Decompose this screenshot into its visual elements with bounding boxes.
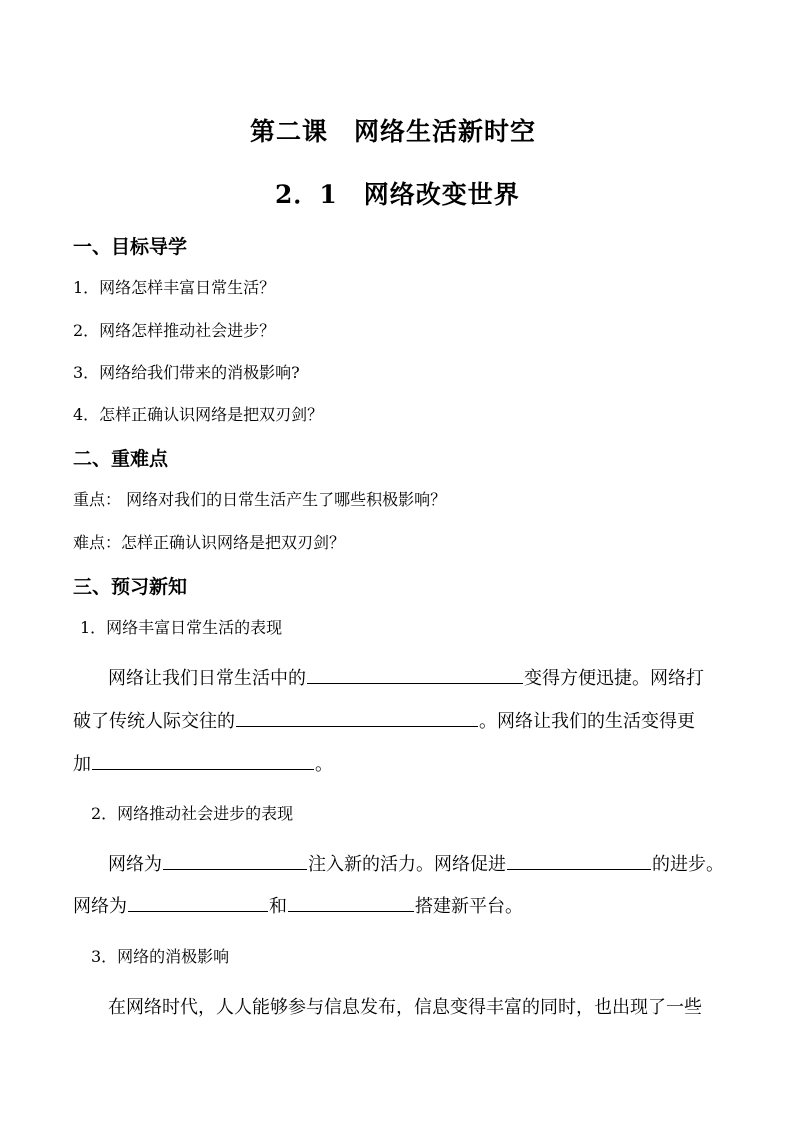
paragraph-line — [108, 850, 724, 876]
fill-blank[interactable] — [92, 750, 314, 770]
paragraph-line — [73, 892, 523, 918]
difficult-point: 难点：怎样正确认识网络是把双刃剑？ — [73, 533, 346, 552]
subheading-daily-life: 1．网络丰富日常生活的表现 — [80, 618, 283, 637]
section-title: 2．1 网络改变世界 — [275, 180, 520, 209]
goal-item-1: 1．网络怎样丰富日常生活？ — [73, 278, 276, 297]
text-segment: 。 — [315, 754, 333, 775]
goal-item-2: 2．网络怎样推动社会进步？ — [73, 321, 276, 340]
goal-item-4: 4．怎样正确认识网络是把双刃剑？ — [73, 405, 324, 424]
text-segment: 注入新的活力。网络促进 — [308, 854, 506, 875]
text-segment: 。网络让我们的生活变得更 — [479, 711, 695, 732]
text-segment: 的进步。 — [652, 854, 724, 875]
lesson-title: 第二课 网络生活新时空 — [250, 117, 537, 146]
fill-blank[interactable] — [236, 707, 478, 727]
key-point: 重点： 网络对我们的日常生活产生了哪些积极影响？ — [73, 490, 447, 509]
text-segment: 搭建新平台。 — [415, 896, 523, 917]
fill-blank[interactable] — [307, 664, 523, 684]
heading-preview: 三、预习新知 — [73, 576, 188, 598]
fill-blank[interactable] — [128, 892, 268, 912]
fill-blank[interactable] — [507, 850, 651, 870]
paragraph-line: 在网络时代，人人能够参与信息发布，信息变得丰富的同时，也出现了一些 — [108, 997, 702, 1018]
paragraph-line — [73, 750, 333, 776]
paragraph-line — [108, 664, 704, 690]
goal-item-3: 3．网络给我们带来的消极影响? — [73, 363, 300, 382]
paragraph-line — [73, 707, 695, 733]
heading-goals: 一、目标导学 — [73, 236, 188, 258]
heading-key-points: 二、重难点 — [73, 448, 169, 470]
fill-blank[interactable] — [163, 850, 307, 870]
text-segment: 网络让我们日常生活中的 — [108, 668, 306, 689]
fill-blank[interactable] — [288, 892, 414, 912]
text-segment: 变得方便迅捷。网络打 — [524, 668, 704, 689]
subheading-social-progress: 2．网络推动社会进步的表现 — [91, 804, 294, 823]
text-segment: 网络为 — [73, 896, 127, 917]
text-segment: 和 — [269, 896, 287, 917]
text-segment: 加 — [73, 754, 91, 775]
subheading-negative-effects: 3．网络的消极影响 — [91, 947, 230, 966]
text-segment: 网络为 — [108, 854, 162, 875]
text-segment: 破了传统人际交往的 — [73, 711, 235, 732]
